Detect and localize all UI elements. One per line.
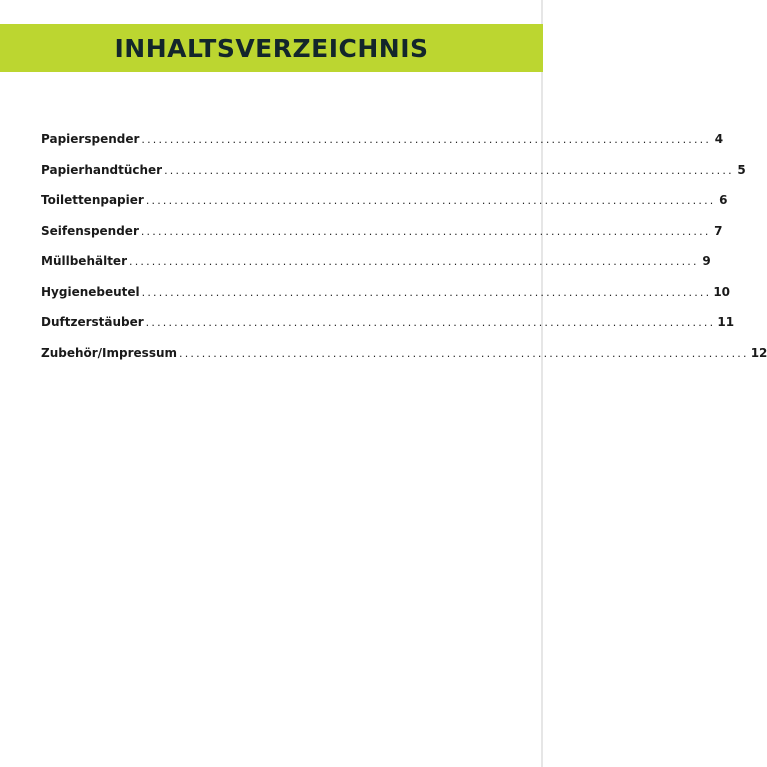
dot-leader: .................................................................................................... [179, 346, 749, 360]
toc-entry-hygienebeutel[interactable] [41, 284, 731, 316]
toc-entry-muellbehaelter[interactable] [41, 254, 711, 285]
dot-leader: .................................................................................................... [145, 194, 716, 207]
toc-page-number: 10 [713, 284, 731, 299]
table-of-contents [41, 132, 767, 376]
title-banner [0, 24, 543, 72]
toc-entry-label: Toilettenpapier [41, 193, 144, 207]
page-edge [541, 0, 543, 767]
toc-entry-label: Duftzerstäuber [41, 315, 144, 329]
toc-page-number: 5 [737, 162, 746, 177]
dot-leader: .................................................................................................... [129, 255, 699, 268]
toc-page-number: 6 [719, 193, 728, 207]
toc-page-number: 12 [750, 345, 767, 360]
toc-entry-label: Hygienebeutel [41, 284, 140, 299]
toc-entry-label: Papierspender [41, 132, 140, 146]
toc-page-number: 9 [702, 254, 711, 268]
page-title: INHALTSVERZEICHNIS [114, 34, 429, 63]
dot-leader: .................................................................................................... [140, 224, 711, 238]
dot-leader: .................................................................................................... [164, 163, 734, 177]
dot-leader: .................................................................................................... [141, 285, 712, 299]
toc-entry-duftzerstaeuber[interactable] [41, 315, 735, 346]
toc-entry-papierspender[interactable] [41, 132, 724, 163]
toc-entry-label: Zubehör/Impressum [41, 345, 178, 360]
toc-page-number: 7 [714, 223, 723, 238]
toc-entry-label: Müllbehälter [41, 254, 127, 268]
dot-leader: .................................................................................................... [141, 133, 712, 146]
toc-page-number: 4 [714, 132, 724, 146]
toc-entry-label: Seifenspender [41, 223, 139, 238]
toc-entry-zubehoer-impressum[interactable] [41, 345, 767, 377]
toc-entry-toilettenpapier[interactable] [41, 193, 728, 224]
dot-leader: .................................................................................................... [145, 316, 716, 329]
toc-entry-papierhandtuecher[interactable] [41, 162, 746, 194]
toc-entry-seifenspender[interactable] [41, 223, 723, 255]
toc-entry-label: Papierhandtücher [41, 162, 163, 177]
toc-page-number: 11 [717, 315, 735, 329]
